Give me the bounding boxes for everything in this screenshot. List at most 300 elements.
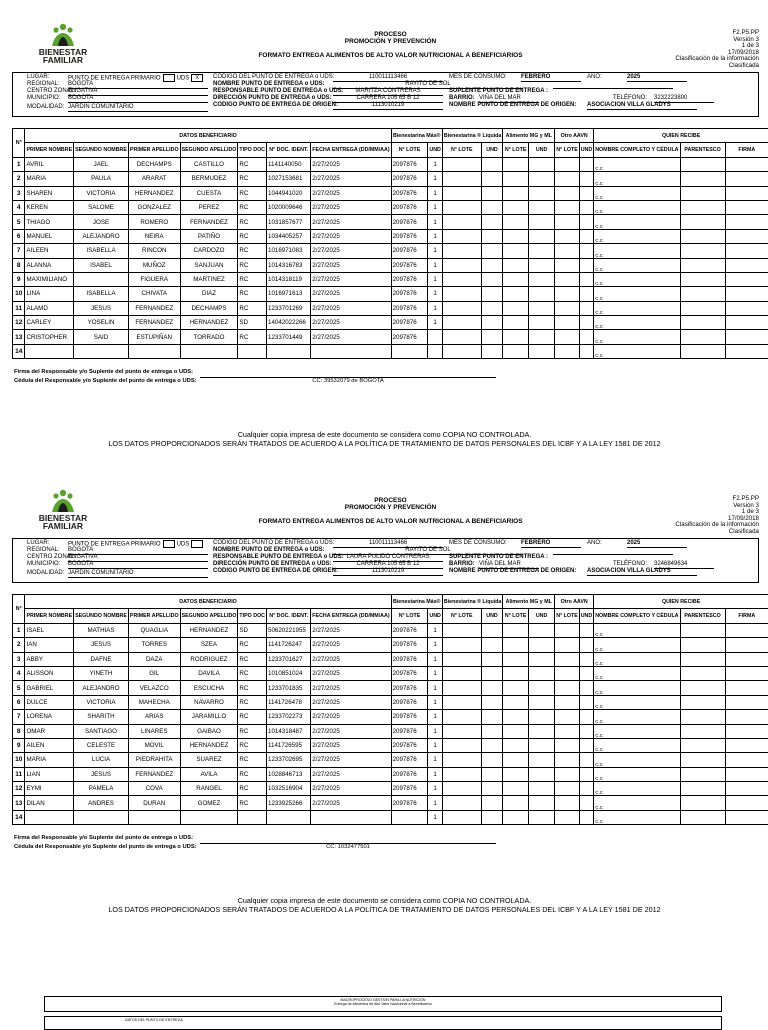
- row-number: 10: [13, 753, 25, 767]
- doc-class-label: Clasificación de la información: [675, 56, 759, 63]
- cell-segundo-apellido: TORRADO: [180, 330, 238, 344]
- cell-segundo-apellido: JARAMILLO: [180, 710, 238, 724]
- row-number: 12: [13, 316, 25, 330]
- suplente-label: SUPLENTE PUNTO DE ENTREGA :: [449, 88, 548, 95]
- col-lote: N° LOTE: [503, 143, 529, 157]
- cell-lote: 2097876: [391, 638, 428, 652]
- form-header: [12, 482, 768, 536]
- cell-firma: [725, 681, 768, 695]
- cell-segundo-apellido: DIAZ: [180, 287, 238, 301]
- cell-primer-apellido: TORRES: [128, 638, 180, 652]
- cell-tipo-doc: RC: [238, 753, 267, 767]
- cell-primer-apellido: DECHAMPS: [128, 157, 180, 171]
- cell-num-doc: 1233701449: [267, 330, 311, 344]
- cell-segundo-nombre: MATHIAS: [74, 623, 129, 637]
- cell-nombre-completo: C.C: [594, 782, 680, 796]
- row-number: 11: [13, 301, 25, 315]
- cell-tipo-doc: RC: [238, 186, 267, 200]
- telefono-value: 3246849634: [654, 561, 714, 569]
- cell-primer-apellido: [128, 810, 180, 824]
- cell-fecha: 2/27/2025: [311, 316, 391, 330]
- area-title: PROMOCIÓN Y PREVENCIÓN: [12, 504, 768, 511]
- cell-segundo-nombre: LUCIA: [74, 753, 129, 767]
- col-otro: Otro AAVN: [555, 595, 594, 609]
- col-otro: Otro AAVN: [555, 129, 594, 143]
- cell-und: 1: [428, 724, 442, 738]
- row-number: 2: [13, 172, 25, 186]
- telefono-label: TELÉFONO:: [613, 561, 647, 568]
- row-number: 9: [13, 272, 25, 286]
- cell-nombre-completo: C.C: [594, 623, 680, 637]
- cell-segundo-nombre: CELESTE: [74, 738, 129, 752]
- regional-value: BOGOTA: [68, 81, 208, 89]
- row-number: 1: [13, 623, 25, 637]
- cell-primer-apellido: ROMERO: [128, 215, 180, 229]
- cell-segundo-nombre: DAFNE: [74, 652, 129, 666]
- copy-note: Cualquier copia impresa de este documento se considera como COPIA NO CONTROLADA.: [12, 897, 757, 906]
- centro-zonal-value: ENGATIVA: [68, 88, 208, 96]
- cell-segundo-apellido: DECHAMPS: [180, 301, 238, 315]
- cell-segundo-nombre: ISABEL: [74, 258, 129, 272]
- cell-nombre-completo: C.C: [594, 258, 680, 272]
- cell-primer-apellido: FERNANDEZ: [128, 301, 180, 315]
- cell-fecha: 2/27/2025: [311, 738, 391, 752]
- cell-nombre-completo: C.C: [594, 738, 680, 752]
- cell-primer-nombre: THIAGO: [25, 215, 74, 229]
- mini-title: MACROPROCESO GESTION PARA LA NUTRICION: [45, 998, 721, 1002]
- signature-block: [14, 368, 197, 386]
- cell-primer-apellido: DAZA: [128, 652, 180, 666]
- cell-lote: 2097876: [391, 796, 428, 810]
- cell-nombre-completo: C.C: [594, 172, 680, 186]
- row-number: 5: [13, 215, 25, 229]
- cell-fecha: 2/27/2025: [311, 272, 391, 286]
- cell-fecha: 2/27/2025: [311, 244, 391, 258]
- cell-und: 1: [428, 301, 442, 315]
- cell-segundo-nombre: VICTORIA: [74, 695, 129, 709]
- codigo-origen-label: CODIGO PUNTO DE ENTREGA DE ORIGEN:: [213, 568, 338, 575]
- cell-nombre-completo: C.C: [594, 301, 680, 315]
- cell-primer-nombre: [25, 810, 74, 824]
- cell-lote: 2097876: [391, 666, 428, 680]
- cell-und: [428, 344, 442, 358]
- cell-und: 1: [428, 782, 442, 796]
- col-und: UND: [528, 143, 554, 157]
- table-row: [13, 810, 768, 824]
- row-number: 8: [13, 258, 25, 272]
- row-number: 9: [13, 738, 25, 752]
- cell-firma: [725, 200, 768, 214]
- cell-num-doc: 1044941020: [267, 186, 311, 200]
- cell-firma: [725, 638, 768, 652]
- cell-primer-nombre: ISAEL: [25, 623, 74, 637]
- cell-und: 1: [428, 810, 442, 824]
- form-sheet: [12, 16, 768, 70]
- cell-num-doc: 1014318487: [267, 724, 311, 738]
- mini-subtitle: Entrega de Alimentos de Alto Valor Nutricional a Beneficiarios: [45, 1002, 721, 1006]
- cell-segundo-nombre: JOSE: [74, 215, 129, 229]
- control-note: [12, 897, 757, 914]
- cell-nombre-completo: C.C: [594, 244, 680, 258]
- table-row: [13, 695, 768, 709]
- cell-tipo-doc: RC: [238, 172, 267, 186]
- cell-tipo-doc: RC: [238, 272, 267, 286]
- cell-parentesco: [680, 244, 725, 258]
- cell-primer-nombre: CARLEY: [25, 316, 74, 330]
- cell-segundo-nombre: SAID: [74, 330, 129, 344]
- cell-fecha: 2/27/2025: [311, 652, 391, 666]
- cell-fecha: 2/27/2025: [311, 287, 391, 301]
- firma-label: Firma del Responsable y/o Suplente del punto de entrega o UDS:: [14, 368, 197, 377]
- modalidad-value: JARDIN COMUNITARIO: [68, 570, 208, 578]
- cell-segundo-apellido: BERMUDEZ: [180, 172, 238, 186]
- mes-value: FEBRERO: [521, 540, 581, 548]
- suplente-label: SUPLENTE PUNTO DE ENTREGA :: [449, 554, 548, 561]
- cell-parentesco: [680, 172, 725, 186]
- cell-lote: 2097876: [391, 186, 428, 200]
- cell-nombre-completo: C.C: [594, 229, 680, 243]
- cell-und: 1: [428, 623, 442, 637]
- regional-value: BOGOTA: [68, 547, 208, 555]
- cell-fecha: 2/27/2025: [311, 724, 391, 738]
- codigo-punto-label: CODIGO DEL PUNTO DE ENTREGA o UDS:: [213, 540, 334, 547]
- cell-tipo-doc: RC: [238, 782, 267, 796]
- cell-primer-apellido: [128, 344, 180, 358]
- cell-lote: [391, 810, 428, 824]
- cell-segundo-apellido: GAIBAO: [180, 724, 238, 738]
- col-fecha: FECHA ENTREGA (DD/MM/AA): [311, 143, 391, 157]
- cell-segundo-nombre: ISABELLA: [74, 287, 129, 301]
- table-row: [13, 316, 768, 330]
- cell-primer-nombre: AILEN: [25, 738, 74, 752]
- cell-primer-nombre: MARIA: [25, 172, 74, 186]
- direccion-value: CARRERA 105 65 B 12: [333, 561, 443, 569]
- beneficiaries-table: [12, 128, 768, 359]
- cell-und: 1: [428, 258, 442, 272]
- cell-firma: [725, 316, 768, 330]
- cell-tipo-doc: RC: [238, 796, 267, 810]
- cell-tipo-doc: RC: [238, 710, 267, 724]
- cell-primer-nombre: KEREN: [25, 200, 74, 214]
- cell-segundo-nombre: SHARITH: [74, 710, 129, 724]
- next-page-header: [44, 996, 722, 1012]
- col-lote: N° LOTE: [555, 609, 580, 623]
- cell-parentesco: [680, 652, 725, 666]
- cell-parentesco: [680, 301, 725, 315]
- cell-primer-nombre: EYMI: [25, 782, 74, 796]
- table-row: [13, 652, 768, 666]
- cell-lote: 2097876: [391, 724, 428, 738]
- cell-num-doc: [267, 810, 311, 824]
- mes-label: MES DE CONSUMO:: [449, 74, 507, 81]
- direccion-label: DIRECCIÓN PUNTO DE ENTREGA o UDS:: [213, 561, 332, 568]
- form-sheet: [12, 482, 768, 536]
- col-segundo-nombre: SEGUNDO NOMBRE: [74, 609, 129, 623]
- table-row: [13, 666, 768, 680]
- cell-primer-apellido: ESTUPIÑAN: [128, 330, 180, 344]
- row-number: 4: [13, 200, 25, 214]
- doc-code: F2.P5.PP: [675, 30, 759, 37]
- cell-tipo-doc: RC: [238, 666, 267, 680]
- cell-primer-apellido: MUÑOZ: [128, 258, 180, 272]
- col-datos-beneficiario: DATOS BENEFICIARIO: [25, 595, 391, 609]
- cell-und: 1: [428, 229, 442, 243]
- cell-tipo-doc: RC: [238, 767, 267, 781]
- cell-parentesco: [680, 724, 725, 738]
- cell-firma: [725, 244, 768, 258]
- cell-primer-apellido: COVA: [128, 782, 180, 796]
- area-title: PROMOCIÓN Y PREVENCIÓN: [12, 38, 768, 45]
- cell-tipo-doc: [238, 344, 267, 358]
- cell-firma: [725, 796, 768, 810]
- cell-und: 1: [428, 272, 442, 286]
- cell-firma: [725, 753, 768, 767]
- barrio-value: VIÑA DEL MAR: [479, 561, 539, 569]
- cell-fecha: 2/27/2025: [311, 695, 391, 709]
- codigo-punto-label: CODIGO DEL PUNTO DE ENTREGA o UDS:: [213, 74, 334, 81]
- cell-segundo-apellido: CARDOZO: [180, 244, 238, 258]
- cell-firma: [725, 157, 768, 171]
- col-bienestarina-liquida: Bienestarina ® Líquida: [442, 129, 502, 143]
- responsable-label: RESPONSABLE PUNTO DE ENTREGA o UDS:: [213, 88, 344, 95]
- cell-primer-nombre: LORENA: [25, 710, 74, 724]
- cell-nombre-completo: C.C: [594, 287, 680, 301]
- cell-segundo-apellido: SANJUAN: [180, 258, 238, 272]
- cell-und: 1: [428, 753, 442, 767]
- cell-und: 1: [428, 215, 442, 229]
- cell-firma: [725, 172, 768, 186]
- next-page-section: [44, 1016, 722, 1030]
- cell-und: 1: [428, 695, 442, 709]
- col-primer-nombre: PRIMER NOMBRE: [25, 143, 74, 157]
- cell-firma: [725, 695, 768, 709]
- cell-num-doc: 14042022266: [267, 316, 311, 330]
- codigo-origen-value: 1113010219: [333, 102, 443, 110]
- cell-primer-apellido: PIEDRAHITA: [128, 753, 180, 767]
- row-number: 10: [13, 287, 25, 301]
- brand-line1: BIENESTAR: [38, 48, 88, 56]
- cell-segundo-apellido: FERNANDEZ: [180, 215, 238, 229]
- codigo-origen-label: CODIGO PUNTO DE ENTREGA DE ORIGEN:: [213, 102, 338, 109]
- cell-tipo-doc: RC: [238, 695, 267, 709]
- table-row: [13, 796, 768, 810]
- cell-primer-nombre: AILEEN: [25, 244, 74, 258]
- cell-lote: 2097876: [391, 623, 428, 637]
- col-nombre-completo: NOMBRE COMPLETO Y CÉDULA: [594, 609, 680, 623]
- cell-segundo-apellido: SUAREZ: [180, 753, 238, 767]
- form-header: [12, 16, 768, 70]
- cell-primer-apellido: ARIAS: [128, 710, 180, 724]
- codigo-punto-value: 110011113466: [333, 540, 443, 548]
- cell-fecha: 2/27/2025: [311, 186, 391, 200]
- municipio-value: BOGOTA: [68, 561, 208, 569]
- cell-num-doc: 1141726247: [267, 638, 311, 652]
- cell-num-doc: 1233702695: [267, 753, 311, 767]
- row-number: 5: [13, 681, 25, 695]
- row-number: 14: [13, 344, 25, 358]
- cell-und: 1: [428, 710, 442, 724]
- table-row: [13, 710, 768, 724]
- cell-num-doc: 50620221955: [267, 623, 311, 637]
- centro-zonal-value: ENGATIVA: [68, 554, 208, 562]
- cell-segundo-apellido: DAVILA: [180, 666, 238, 680]
- cell-segundo-apellido: PEREZ: [180, 200, 238, 214]
- doc-version: Versión 3: [675, 37, 759, 44]
- cell-nombre-completo: C.C: [594, 724, 680, 738]
- cell-segundo-nombre: ALEJANDRO: [74, 681, 129, 695]
- punto-primario-option[interactable]: PUNTO DE ENTREGA PRIMARIO UDS: [68, 540, 205, 549]
- cell-primer-apellido: ARARAT: [128, 172, 180, 186]
- cell-tipo-doc: RC: [238, 244, 267, 258]
- cell-fecha: 2/27/2025: [311, 638, 391, 652]
- cell-primer-apellido: HERNANDEZ: [128, 186, 180, 200]
- centro-zonal-label: CENTRO ZONAL:: [27, 88, 76, 95]
- row-number: 6: [13, 695, 25, 709]
- cell-fecha: [311, 344, 391, 358]
- barrio-label: BARRIO:: [449, 561, 475, 568]
- delivery-point-info: [12, 72, 759, 117]
- table-row: [13, 724, 768, 738]
- cell-num-doc: 1233701835: [267, 681, 311, 695]
- cell-und: 1: [428, 244, 442, 258]
- firma-label: Firma del Responsable y/o Suplente del punto de entrega o UDS:: [14, 834, 197, 843]
- anio-value: 2025: [627, 540, 687, 548]
- cell-fecha: 2/27/2025: [311, 623, 391, 637]
- col-num-doc: N° DOC. IDENT.: [267, 609, 311, 623]
- cell-und: 1: [428, 157, 442, 171]
- cell-segundo-apellido: HERNANDEZ: [180, 738, 238, 752]
- cell-segundo-apellido: PATIÑO: [180, 229, 238, 243]
- cell-und: 1: [428, 200, 442, 214]
- col-primer-apellido: PRIMER APELLIDO: [128, 143, 180, 157]
- cell-fecha: 2/27/2025: [311, 767, 391, 781]
- cell-und: 1: [428, 681, 442, 695]
- cell-num-doc: 1020009646: [267, 200, 311, 214]
- table-row: [13, 272, 768, 286]
- codigo-punto-value: 110011113466: [333, 74, 443, 82]
- cell-primer-nombre: OMAR: [25, 724, 74, 738]
- col-segundo-nombre: SEGUNDO NOMBRE: [74, 143, 129, 157]
- cell-segundo-nombre: SALOME: [74, 200, 129, 214]
- table-row: [13, 172, 768, 186]
- row-number: 3: [13, 652, 25, 666]
- col-tipo-doc: TIPO DOC: [238, 143, 267, 157]
- table-row: [13, 244, 768, 258]
- col-nombre-completo: NOMBRE COMPLETO Y CÉDULA: [594, 143, 680, 157]
- cell-firma: [725, 301, 768, 315]
- cell-lote: 2097876: [391, 200, 428, 214]
- cell-nombre-completo: C.C: [594, 753, 680, 767]
- telefono-label: TELÉFONO:: [613, 95, 647, 102]
- cell-segundo-apellido: [180, 344, 238, 358]
- cell-nombre-completo: C.C: [594, 796, 680, 810]
- cell-parentesco: [680, 638, 725, 652]
- cell-und: 1: [428, 652, 442, 666]
- cell-segundo-nombre: VICTORIA: [74, 186, 129, 200]
- cell-segundo-apellido: NAVARRO: [180, 695, 238, 709]
- suplente-value: [553, 88, 673, 89]
- cell-parentesco: [680, 229, 725, 243]
- cell-und: 1: [428, 186, 442, 200]
- cell-primer-nombre: ALANNA: [25, 258, 74, 272]
- col-und: UND: [579, 609, 593, 623]
- cell-firma: [725, 724, 768, 738]
- cell-nombre-completo: C.C: [594, 215, 680, 229]
- cell-fecha: 2/27/2025: [311, 301, 391, 315]
- cell-fecha: 2/27/2025: [311, 258, 391, 272]
- cell-parentesco: [680, 796, 725, 810]
- nombre-punto-label: NOMBRE PUNTO DE ENTREGA o UDS:: [213, 81, 325, 88]
- cell-nombre-completo: C.C: [594, 330, 680, 344]
- cell-firma: [725, 666, 768, 680]
- cell-segundo-nombre: [74, 272, 129, 286]
- col-und: UND: [481, 143, 503, 157]
- cell-und: 1: [428, 796, 442, 810]
- cell-lote: 2097876: [391, 157, 428, 171]
- cell-parentesco: [680, 316, 725, 330]
- cell-firma: [725, 186, 768, 200]
- cell-firma: [725, 215, 768, 229]
- cell-nombre-completo: C.C: [594, 344, 680, 358]
- cell-segundo-nombre: PAULA: [74, 172, 129, 186]
- mini-section-title: DATOS DEL PUNTO DE ENTREGA: [125, 1018, 183, 1022]
- cell-segundo-nombre: YOSELIN: [74, 316, 129, 330]
- cell-num-doc: 1031857677: [267, 215, 311, 229]
- cell-tipo-doc: RC: [238, 330, 267, 344]
- cell-num-doc: 1233701627: [267, 652, 311, 666]
- row-number: 13: [13, 330, 25, 344]
- cell-primer-apellido: CHIVATA: [128, 287, 180, 301]
- cell-firma: [725, 272, 768, 286]
- cell-nombre-completo: C.C: [594, 810, 680, 824]
- cell-segundo-apellido: AVILA: [180, 767, 238, 781]
- cell-parentesco: [680, 767, 725, 781]
- table-row: [13, 330, 768, 344]
- cell-fecha: 2/27/2025: [311, 753, 391, 767]
- cell-num-doc: 1032516904: [267, 782, 311, 796]
- privacy-note: LOS DATOS PROPORCIONADOS SERÁN TRATADOS DE ACUERDO A LA POLÍTICA DE TRATAMIENTO DE DATOS PERSONALES DEL ICBF Y A LA LEY 1581 DE 2012: [12, 440, 757, 449]
- cell-und: 1: [428, 316, 442, 330]
- cell-und: 1: [428, 638, 442, 652]
- cell-fecha: 2/27/2025: [311, 681, 391, 695]
- cell-parentesco: [680, 157, 725, 171]
- cell-tipo-doc: RC: [238, 229, 267, 243]
- copy-note: Cualquier copia impresa de este documento se considera como COPIA NO CONTROLADA.: [12, 431, 757, 440]
- regional-label: REGIONAL:: [27, 81, 60, 88]
- cell-firma: [725, 344, 768, 358]
- punto-primario-option[interactable]: PUNTO DE ENTREGA PRIMARIO UDS X: [68, 74, 205, 83]
- brand-line2: FAMILIAR: [38, 522, 88, 530]
- cell-segundo-nombre: [74, 810, 129, 824]
- cell-lote: 2097876: [391, 652, 428, 666]
- cell-segundo-nombre: YINETH: [74, 666, 129, 680]
- cell-num-doc: [267, 344, 311, 358]
- mes-label: MES DE CONSUMO:: [449, 540, 507, 547]
- cell-num-doc: 1027153681: [267, 172, 311, 186]
- row-number: 7: [13, 710, 25, 724]
- cell-parentesco: [680, 810, 725, 824]
- cell-parentesco: [680, 258, 725, 272]
- cell-parentesco: [680, 272, 725, 286]
- row-number: 2: [13, 638, 25, 652]
- cell-firma: [725, 782, 768, 796]
- cell-und: 1: [428, 172, 442, 186]
- cell-parentesco: [680, 344, 725, 358]
- col-bienestarina-mas: Bienestarina Más®: [391, 595, 442, 609]
- uds-checkbox[interactable]: X: [191, 74, 203, 82]
- doc-date: 17/09/2018: [675, 50, 759, 57]
- table-row: [13, 157, 768, 171]
